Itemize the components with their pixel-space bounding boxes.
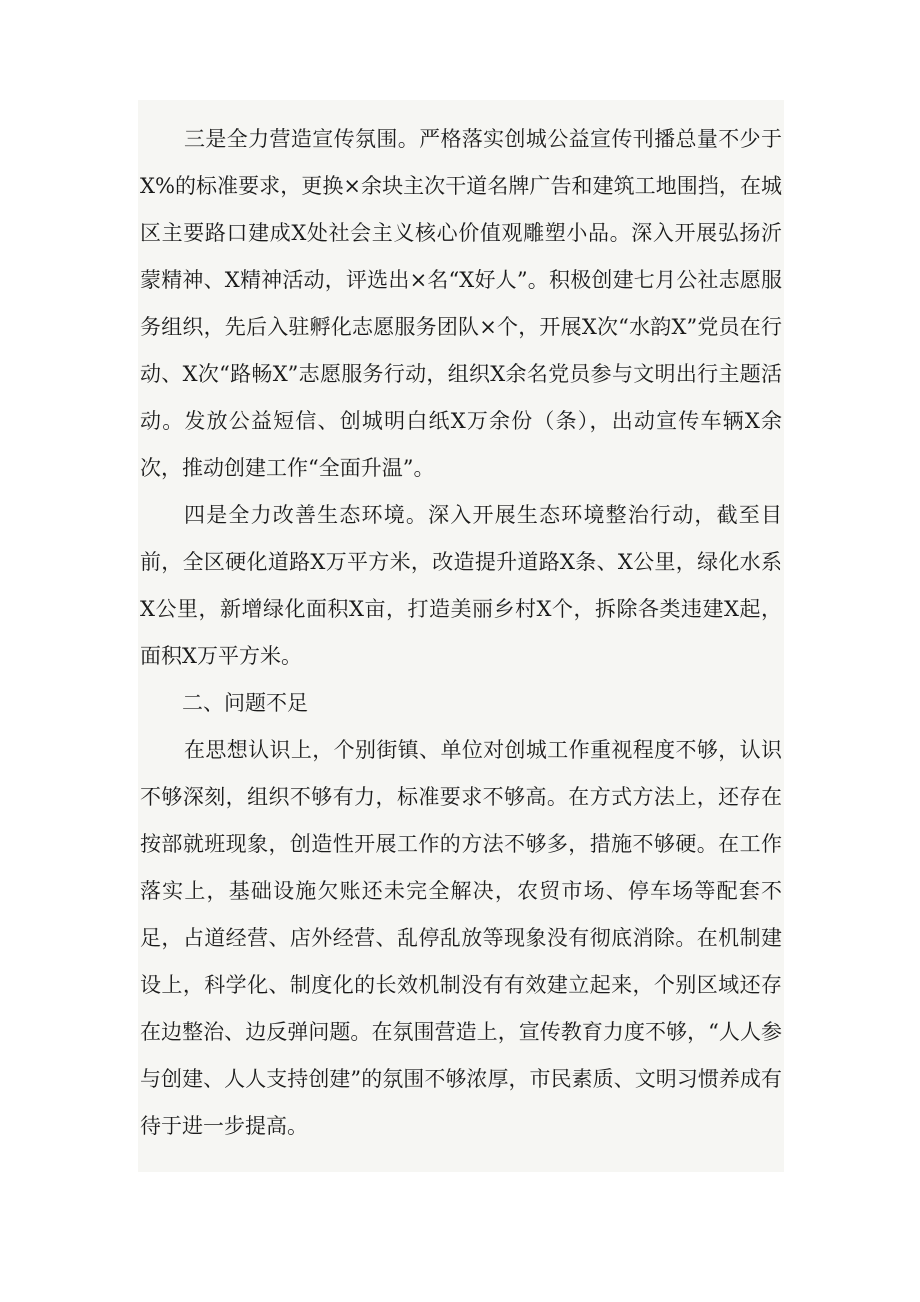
document-page bbox=[138, 100, 784, 1172]
section-heading: 二、问题不足 bbox=[182, 691, 308, 715]
paragraph-environment: 四是全力改善生态环境。深入开展生态环境整治行动，截至目前，全区硬化道路X万平方米，改造提升道路X条、X公里，绿化水系X公里，新增绿化面积X亩，打造美丽乡村X个，拆除各类违建X起，面积X万平方米。 bbox=[140, 503, 782, 668]
paragraph-publicity: 三是全力营造宣传氛围。严格落实创城公益宣传刊播总量不少于X%的标准要求，更换×余块主次干道名牌广告和建筑工地围挡，在城区主要路口建成X处社会主义核心价值观雕塑小品。深入开展弘扬沂蒙精神、X精神活动，评选出×名“X好人”。积极创建七月公社志愿服务组织，先后入驻孵化志愿服务团队×个，开展X次“水韵X”党员在行动、X次“路畅X”志愿服务行动，组织X余名党员参与文明出行主题活动。发放公益短信、创城明白纸X万余份（条），出动宣传车辆X余次，推动创建工作“全面升温”。 bbox=[140, 127, 782, 480]
paragraph-problems: 在思想认识上，个别街镇、单位对创城工作重视程度不够，认识不够深刻，组织不够有力，标准要求不够高。在方式方法上，还存在按部就班现象，创造性开展工作的方法不够多，措施不够硬。在工作落实上，基础设施欠账还未完全解决，农贸市场、停车场等配套不足，占道经营、店外经营、乱停乱放等现象没有彻底消除。在机制建设上，科学化、制度化的长效机制没有有效建立起来，个别区域还存在边整治、边反弹问题。在氛围营造上，宣传教育力度不够，“人人参与创建、人人支持创建”的氛围不够浓厚，市民素质、文明习惯养成有待于进一步提高。 bbox=[140, 738, 782, 1138]
document-body bbox=[138, 116, 784, 1150]
